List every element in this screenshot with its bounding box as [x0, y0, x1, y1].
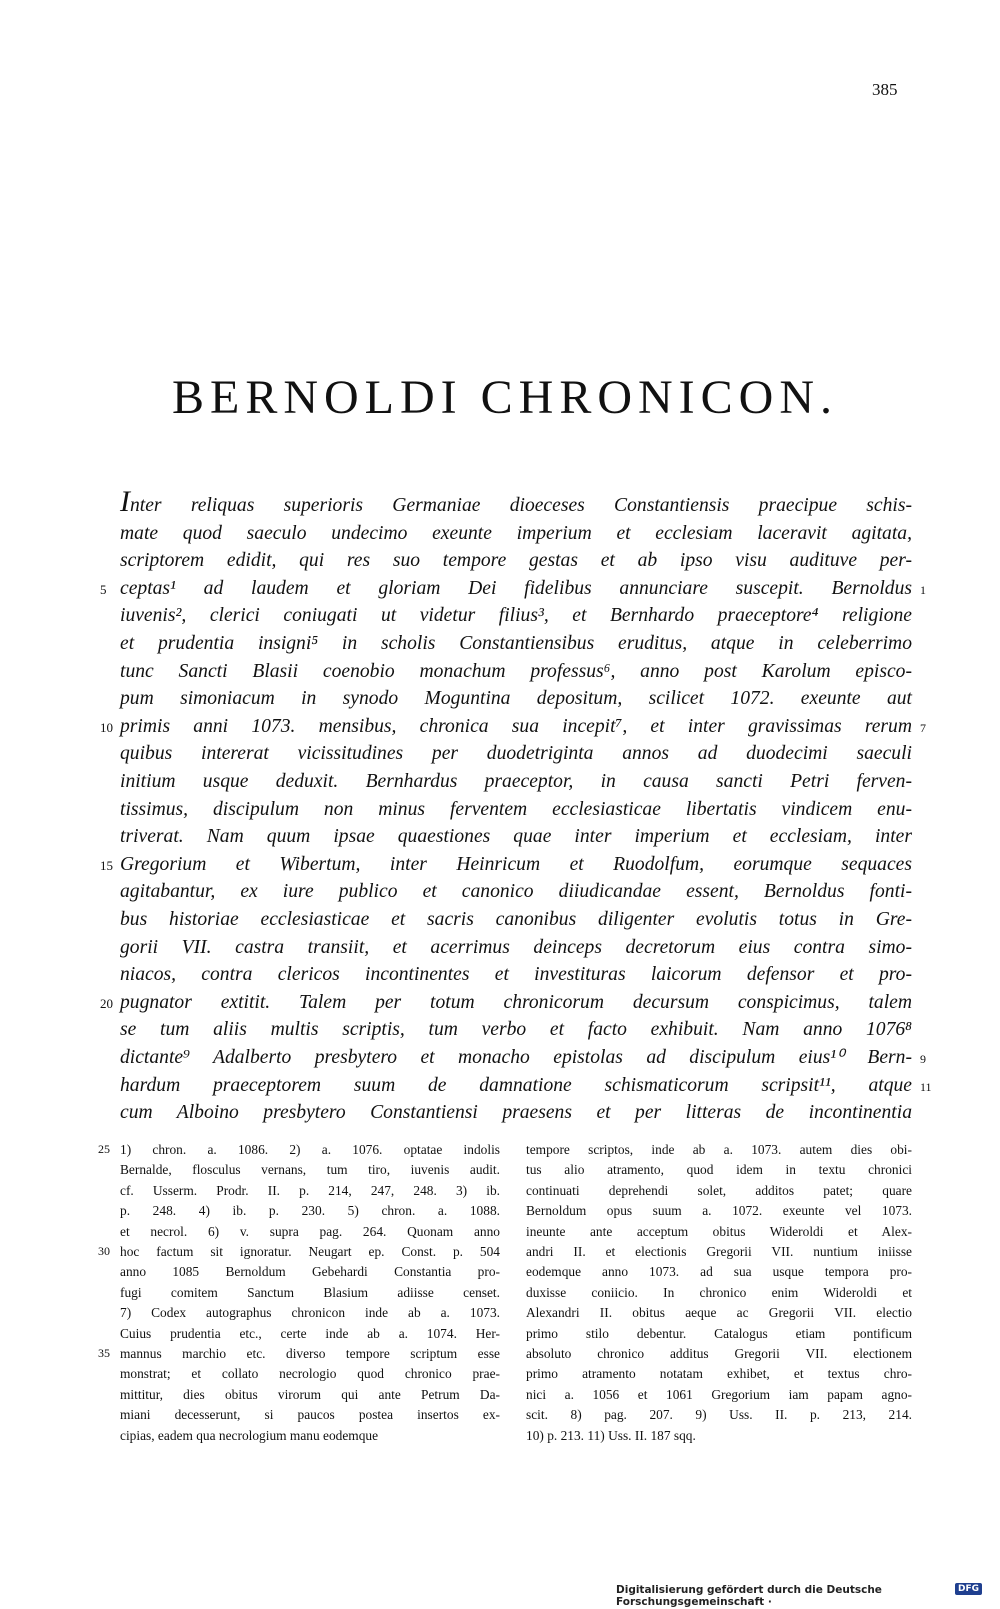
footnote-line: Bernalde, flosculus vernans, tum tiro, iuvenis audit.: [120, 1162, 500, 1178]
text-line: [120, 485, 912, 520]
footnote-line-number: 35: [98, 1346, 110, 1360]
footnote-line: eodemque anno 1073. ad sua usque tempora pro-: [526, 1264, 912, 1280]
footnote-line: miani decesserunt, si paucos postea insertos ex-: [120, 1407, 500, 1423]
margin-note-number: 11: [920, 1079, 932, 1094]
text-line: initium usque deduxit. Bernhardus praeceptor, in causa sancti Petri ferven-: [120, 771, 912, 792]
footnote-line: tus alio atramento, quod idem in textu chronici: [526, 1162, 912, 1178]
footnote-line: duxisse coniicio. In chronico enim Wideroldi et: [526, 1284, 912, 1300]
text-line: tissimus, discipulum non minus ferventem ecclesiasticae libertatis vindicem enu-: [120, 798, 912, 820]
text-line: agitabantur, ex iure publico et canonico diiudicandae essent, Bernoldus fonti-: [120, 881, 912, 903]
text-line: scriptorem edidit, qui res suo tempore gestas et ab ipso visu audituve per-: [120, 550, 912, 572]
footnote-line: monstrat; et collato necrologio quod chronico prae-: [120, 1366, 500, 1382]
footnote-line: 1) chron. a. 1086. 2) a. 1076. optatae indolis: [120, 1142, 500, 1157]
text-line: pugnator extitit. Talem per totum chronicorum decursum conspicimus, talem: [120, 991, 912, 1013]
text-line: tunc Sancti Blasii coenobio monachum professus⁶, anno post Karolum episco-: [120, 660, 912, 682]
text-line: primis anni 1073. mensibus, chronica sua incepit⁷, et inter gravissimas rerum: [120, 715, 912, 737]
margin-note-number: 1: [920, 582, 926, 597]
footnote-line: primo stilo debentur. Catalogus etiam pontificum: [526, 1325, 912, 1341]
footnote-line: fugi comitem Sanctum Blasium adiisse censet.: [120, 1284, 500, 1300]
footnote-line: cipias, eadem qua necrologium manu eodemque: [120, 1427, 379, 1443]
text-line: bus historiae ecclesiasticae et sacris canonibus diligenter evolutis totus in Gre-: [120, 909, 912, 930]
footnote-line: cf. Usserm. Prodr. II. p. 214, 247, 248. 3) ib.: [120, 1182, 500, 1198]
text-line-content: nter reliquas superioris Germaniae dioeceses Constantiensis praecipue schis-: [130, 495, 912, 516]
text-line: Gregorium et Wibertum, inter Heinricum et Ruodolfum, eorumque sequaces: [120, 853, 912, 875]
text-line: pum simoniacum in synodo Moguntina depositum, scilicet 1072. exeunte aut: [120, 688, 912, 710]
line-number: 20: [100, 995, 113, 1011]
footnote-line: continuati deprehendi solet, additos patet; quare: [526, 1182, 912, 1198]
line-number: 5: [100, 581, 107, 597]
footnote-line: mittitur, dies obitus virorum qui ante Petrum Da-: [120, 1386, 500, 1402]
margin-note-number: 9: [920, 1052, 926, 1066]
footnote-line: mannus marchio etc. diverso tempore scriptum esse: [120, 1346, 500, 1361]
footnote-line-number: 25: [98, 1142, 110, 1156]
text-line: ceptas¹ ad laudem et gloriam Dei fidelibus annunciare suscepit. Bernoldus: [120, 577, 912, 599]
footnote-line: scit. 8) pag. 207. 9) Uss. II. p. 213, 214.: [526, 1407, 912, 1423]
footer-credit: Digitalisierung gefördert durch die Deutsche Forschungsgemeinschaft ·: [616, 1584, 882, 1608]
text-line: hardum praeceptorem suum de damnatione schismaticorum scripsit¹¹, atque: [120, 1074, 912, 1096]
text-line: mate quod saeculo undecimo exeunte imperium et ecclesiam laceravit agitata,: [120, 522, 912, 544]
footnote-line: anno 1085 Bernoldum Gebehardi Constantia pro-: [120, 1264, 500, 1280]
footnote-line: tempore scriptos, inde ab a. 1073. autem dies obi-: [526, 1142, 912, 1157]
footnote-line: andri II. et electionis Gregorii VII. nuntium iniisse: [526, 1244, 912, 1259]
footnote-line-number: 30: [98, 1244, 110, 1258]
text-line: dictante⁹ Adalberto presbytero et monacho epistolas ad discipulum eius¹⁰ Bern-: [120, 1047, 912, 1068]
text-line: gorii VII. castra transiit, et acerrimus deinceps decretorum eius contra simo-: [120, 936, 912, 958]
page-number: 385: [872, 80, 898, 99]
footnote-line: hoc factum sit ignoratur. Neugart ep. Const. p. 504: [120, 1244, 500, 1259]
line-number: 10: [100, 719, 113, 735]
footnote-line: p. 248. 4) ib. p. 230. 5) chron. a. 1088.: [120, 1203, 500, 1219]
footnote-line: Alexandri II. obitus aeque ac Gregorii VII. electio: [526, 1305, 912, 1321]
text-line: niacos, contra clericos incontinentes et investituras laicorum defensor et pro-: [120, 964, 912, 986]
footnote-line: et necrol. 6) v. supra pag. 264. Quonam anno: [120, 1223, 500, 1239]
footnote-line: 10) p. 213. 11) Uss. II. 187 sqq.: [526, 1427, 696, 1443]
footnote-line: Cuius prudentia etc., certe inde ab a. 1074. Her-: [120, 1325, 500, 1341]
initial-letter: I: [120, 485, 130, 518]
footnote-line: absoluto chronico additus Gregorii VII. electionem: [526, 1346, 912, 1361]
page-title: BERNOLDI CHRONICON.: [172, 371, 838, 425]
footnote-line: ineunte ante acceptum obitus Wideroldi et Alex-: [526, 1223, 912, 1239]
footnote-line: nici a. 1056 et 1061 Gregorium iam papam agno-: [526, 1386, 912, 1402]
text-line: iuvenis², clerici coniugati ut videtur filius³, et Bernhardo praeceptore⁴ religione: [120, 605, 912, 627]
footnote-line: 7) Codex autographus chronicon inde ab a. 1073.: [120, 1305, 500, 1321]
dfg-logo: DFG: [955, 1583, 982, 1595]
text-line: triverat. Nam quum ipsae quaestiones quae inter imperium et ecclesiam, inter: [120, 826, 912, 848]
margin-note-number: 7: [920, 720, 926, 735]
text-line: quibus intererat vicissitudines per duodetriginta annos ad duodecimi saeculi: [120, 743, 912, 765]
line-number: 15: [100, 857, 113, 873]
text-line: et prudentia insigni⁵ in scholis Constantiensibus eruditus, atque in celeberrimo: [120, 633, 912, 654]
text-line: cum Alboino presbytero Constantiensi praesens et per litteras de incontinentia: [120, 1102, 912, 1124]
footnote-line: Bernoldum opus suum a. 1072. exeunte vel 1073.: [526, 1203, 912, 1219]
text-line: se tum aliis multis scriptis, tum verbo et facto exhibuit. Nam anno 1076⁸: [120, 1019, 912, 1041]
footnote-line: primo atramento notatam exhibet, et textus chro-: [526, 1366, 912, 1382]
